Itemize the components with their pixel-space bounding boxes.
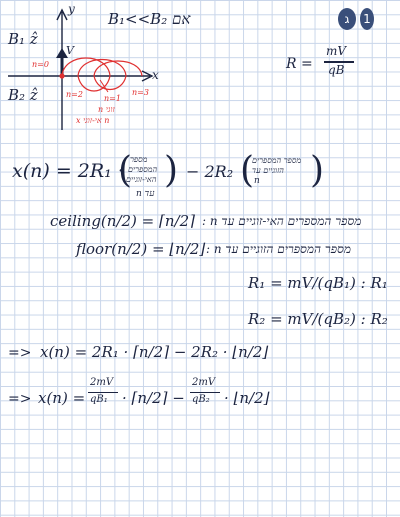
ceil-hebrew: מספר המספרים האי-זוגיים עד n : [202, 214, 362, 228]
floor-math: floor(n/2) = ⌊n/2⌋ [76, 240, 206, 258]
b2-field-label: B₂ ẑ [8, 86, 38, 104]
main-eq-minus: − 2R₂ [186, 162, 234, 181]
header-condition: B₁<<B₂ אם [108, 10, 191, 28]
b1-field-label: B₁ ẑ [8, 30, 38, 48]
result2-arrow: => [8, 391, 32, 407]
ceil-math: ceiling(n/2) = ⌈n/2⌉ [50, 212, 195, 230]
note-even: זוגי n [98, 105, 115, 114]
main-eq-paren1-close: ) [164, 150, 179, 191]
label-n2: n=2 [66, 90, 83, 99]
origin-dot [59, 73, 64, 78]
result2-lhs: x(n) = [38, 389, 86, 407]
item-badge: 1 [360, 8, 374, 30]
main-eq-p2-line1: מספר המספרים [252, 156, 302, 165]
main-eq-paren2-close: ) [310, 150, 325, 191]
main-eq-p2-line2: הזוגיים עד [252, 166, 284, 175]
main-eq-lhs: x(n) = 2R₁ · [12, 160, 124, 182]
result1-arrow: => [8, 345, 32, 361]
floor-hebrew: מספר המספרים הזוגיים עד n : [206, 242, 351, 256]
main-eq-p1-line3: האי-זוגיים [126, 175, 157, 184]
main-eq-p1-sub: n עד [136, 189, 155, 199]
note-odd: x אי-זוגי n [76, 116, 110, 125]
main-eq-p1-line2: המספרים [128, 165, 158, 174]
y-axis-label: y [68, 2, 75, 16]
result2-end: · ⌊n/2⌋ [224, 389, 270, 407]
main-eq-paren1-open: ( [118, 150, 133, 191]
radius-denominator: qB [328, 63, 345, 77]
n1-pointer [100, 80, 108, 92]
r1-definition: R₁ = mV/(qB₁) : R₁ [248, 274, 388, 292]
result2-f1-num: 2mV [90, 377, 114, 388]
result2-mid: · ⌈n/2⌉ − [122, 389, 185, 407]
main-eq-p2-line3: n [254, 176, 260, 186]
main-eq-paren2-open: ( [240, 150, 255, 191]
section-badge: ג [338, 8, 356, 30]
r2-definition: R₂ = mV/(qB₂) : R₂ [248, 310, 388, 328]
radius-lhs: R = [286, 56, 313, 72]
result1-equation: x(n) = 2R₁ · ⌈n/2⌉ − 2R₂ · ⌊n/2⌋ [40, 343, 269, 361]
velocity-label: V [66, 44, 74, 57]
label-n0: n=0 [32, 60, 49, 69]
result2-f1-den: qB₁ [90, 394, 108, 405]
label-n1: n=1 [104, 94, 121, 103]
trajectory-arc-1 [62, 58, 110, 76]
x-axis-label: x [152, 68, 159, 82]
main-eq-p1-line1: מספר [130, 155, 148, 164]
result2-f2-den: qB₂ [192, 394, 210, 405]
result2-f2-num: 2mV [192, 377, 216, 388]
radius-numerator: mV [326, 44, 347, 58]
label-n3: n=3 [132, 88, 149, 97]
